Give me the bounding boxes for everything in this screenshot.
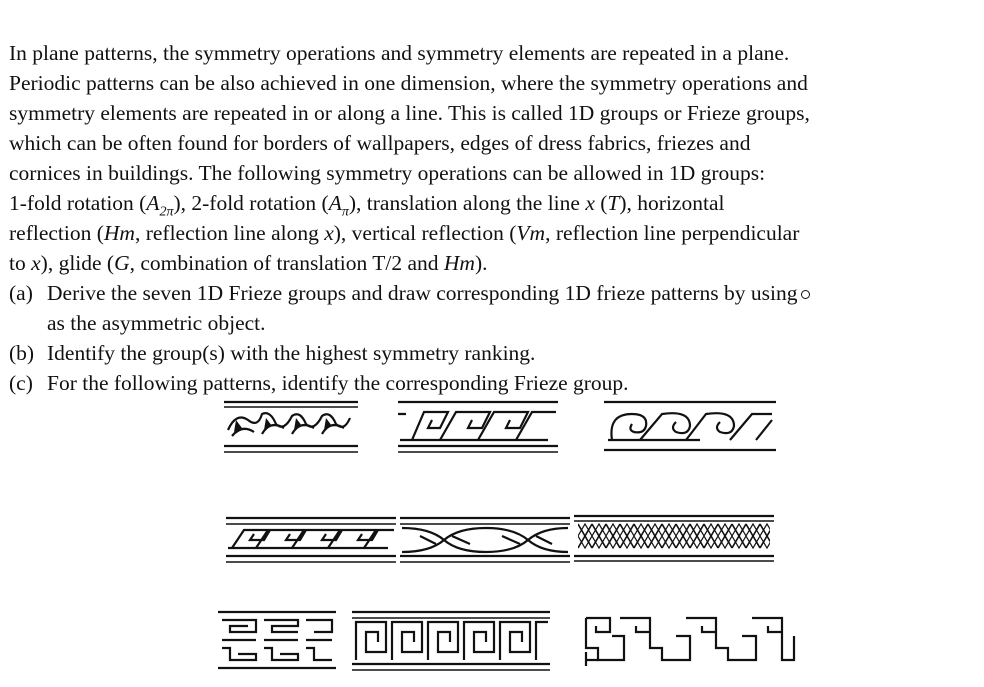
pattern-stacked-key [218,612,336,668]
intro-line-3: symmetry elements are repeated in or along a line. This is called 1D groups or Frieze groups, [9,101,810,125]
part-a-text: Derive the seven 1D Frieze groups and draw corresponding 1D frieze patterns by using [47,281,798,305]
ops-text: ), glide ( [40,251,115,275]
symbol-t: T [607,191,620,215]
part-b-label: (b) [9,341,35,365]
ops-text: 1-fold rotation ( [9,191,147,215]
ops-text: ), translation along the line [348,191,586,215]
part-c-text: For the following patterns, identify the corresponding Frieze group. [47,371,629,395]
ops-text: , combination of translation T/2 and [129,251,444,275]
subscript-2pi: 2π [159,204,174,220]
pattern-rope-twist [224,402,358,452]
symbol-g: G [114,251,130,275]
pattern-wave-scroll [604,402,776,450]
ops-text: , reflection line perpendicular [545,221,800,245]
symbol-hm: Hm [443,251,475,275]
intro-line-5: cornices in buildings. The following symmetry operations can be allowed in 1D groups: [9,161,766,185]
pattern-square-meander [226,518,396,562]
pattern-interlaced-chain [400,518,570,562]
part-c-label: (c) [9,371,33,395]
pattern-key-fret [586,618,794,666]
part-b-text: Identify the group(s) with the highest symmetry ranking. [47,341,536,365]
symbol-x: x [31,251,41,275]
part-a-label: (a) [9,281,33,305]
subscript-pi: π [341,204,349,220]
ops-text: , reflection line along [134,221,325,245]
ops-text: ), vertical reflection ( [333,221,517,245]
symbol-a: A [328,191,342,215]
ops-text: ( [594,191,608,215]
pattern-square-spiral [352,612,550,670]
intro-line-2: Periodic patterns can be also achieved in one dimension, where the symmetry operations and [9,71,808,95]
ops-text: ), 2-fold rotation ( [173,191,329,215]
symbol-x: x [324,221,334,245]
symbol-x: x [585,191,595,215]
symbol-hm: Hm [103,221,135,245]
intro-line-1: In plane patterns, the symmetry operations and symmetry elements are repeated in a plane. [9,41,790,65]
intro-line-4: which can be often found for borders of wallpapers, edges of dress fabrics, friezes and [9,131,751,155]
pattern-double-braid [574,516,774,561]
ops-text: ). [474,251,488,275]
symbol-a: A [146,191,160,215]
part-a-line-2: as the asymmetric object. [47,311,266,335]
ops-text: to [9,251,32,275]
ops-text: ), horizontal [619,191,725,215]
symbol-vm: Vm [516,221,546,245]
ops-text: reflection ( [9,221,104,245]
pattern-angled-meander [398,402,558,452]
